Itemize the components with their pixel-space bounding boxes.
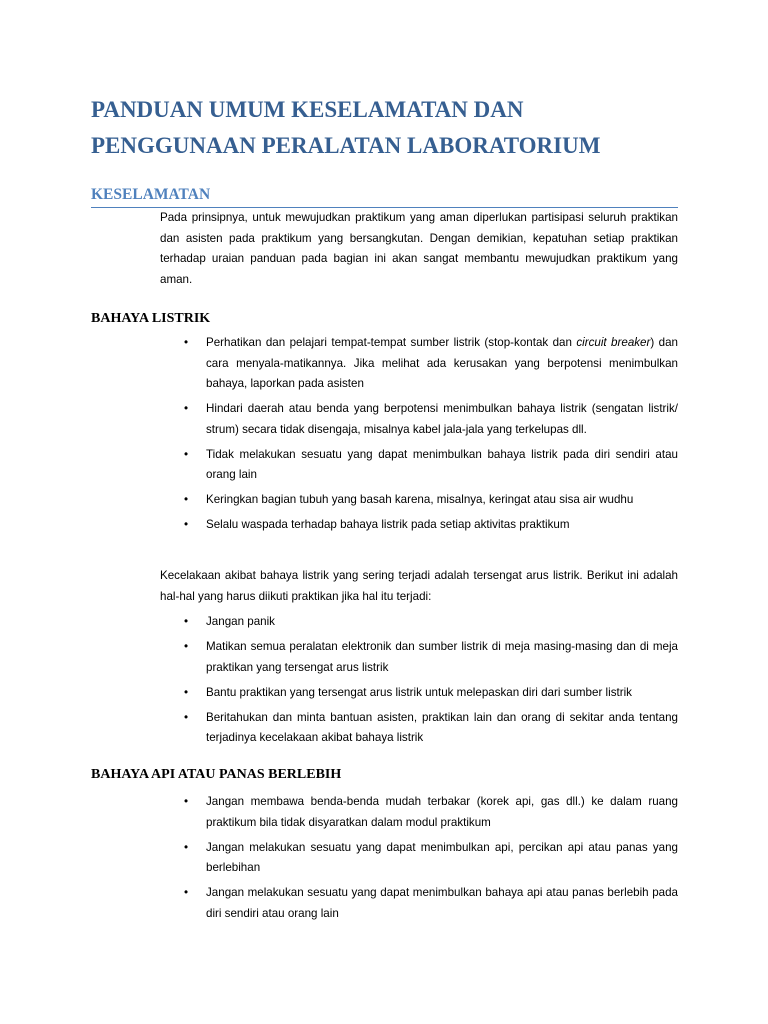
list-bahaya-listrik — [160, 333, 678, 540]
list-item — [160, 333, 678, 395]
list-item — [160, 612, 678, 633]
item-text-italic: circuit breaker — [576, 336, 651, 349]
list-accident-steps — [160, 612, 678, 753]
item-text: Keringkan bagian tubuh yang basah karena, misalnya, keringat atau sisa air wudhu — [206, 493, 634, 506]
list-item — [160, 445, 678, 486]
item-text: Jangan panik — [206, 615, 275, 628]
item-text: Selalu waspada terhadap bahaya listrik pada setiap aktivitas praktikum — [206, 518, 570, 531]
item-text: Jangan membawa benda-benda mudah terbakar (korek api, gas dll.) ke dalam ruang praktikum bila tidak disyaratkan dalam modul praktikum — [206, 795, 678, 829]
intro-paragraph: Pada prinsipnya, untuk mewujudkan praktikum yang aman diperlukan partisipasi seluruh praktikan dan asisten pada praktikum yang bersangkutan. Dengan demikian, kepatuhan setiap praktikan terhadap uraian panduan pada bagian ini akan sangat membantu mewujudkan praktikum yang aman. — [160, 211, 678, 286]
item-text: Jangan melakukan sesuatu yang dapat menimbulkan bahaya api atau panas berlebih pada diri sendiri atau orang lain — [206, 886, 678, 920]
list-item — [160, 490, 678, 511]
bullet-glyph: • — [184, 447, 189, 461]
title-line-2: PENGGUNAAN PERALATAN LABORATORIUM — [91, 133, 601, 158]
list-item — [160, 637, 678, 678]
list-bahaya-api — [160, 792, 678, 929]
bullet-glyph: • — [184, 518, 189, 531]
bullet-glyph: • — [184, 710, 189, 724]
bullet-glyph: • — [184, 840, 189, 854]
item-text: Tidak melakukan sesuatu yang dapat menimbulkan bahaya listrik pada diri sendiri atau orang lain — [206, 447, 678, 481]
list-item — [160, 399, 678, 440]
item-text: Matikan semua peralatan elektronik dan sumber listrik di meja masing-masing dan di meja praktikan yang tersengat arus listrik — [206, 640, 678, 674]
item-text-post: ) dan cara menyala-matikannya. Jika melihat ada kerusakan yang berpotensi menimbulkan bahaya, laporkan pada asisten — [206, 336, 678, 390]
bullet-glyph: • — [184, 685, 189, 699]
accident-intro-paragraph: Kecelakaan akibat bahaya listrik yang sering terjadi adalah tersengat arus listrik. Berikut ini adalah hal-hal yang harus diikuti praktikan jika hal itu terjadi: — [160, 569, 678, 603]
list-item — [160, 708, 678, 749]
list-item — [160, 792, 678, 833]
bullet-glyph: • — [184, 640, 189, 653]
bullet-glyph: • — [184, 402, 189, 415]
bullet-glyph: • — [184, 336, 189, 349]
document-title — [91, 92, 691, 164]
bullet-glyph: • — [184, 615, 189, 628]
title-line-1: PANDUAN UMUM KESELAMATAN DAN — [91, 97, 524, 122]
item-text: Hindari daerah atau benda yang berpotensi menimbulkan bahaya listrik (sengatan listrik/ strum) secara tidak disengaja, misalnya kabel jala-jala yang terkelupas dll. — [206, 402, 678, 436]
bullet-glyph: • — [184, 886, 189, 899]
item-text: Bantu praktikan yang tersengat arus listrik untuk melepaskan diri dari sumber listrik — [206, 685, 632, 699]
heading-bahaya-listrik: BAHAYA LISTRIK — [91, 311, 211, 326]
section-heading-keselamatan: KESELAMATAN — [91, 186, 211, 203]
bullet-glyph: • — [184, 795, 189, 808]
item-text-pre: Perhatikan dan pelajari tempat-tempat sumber listrik (stop-kontak dan — [206, 336, 577, 349]
bullet-glyph: • — [184, 493, 189, 506]
heading-bahaya-api: BAHAYA API ATAU PANAS BERLEBIH — [91, 767, 342, 782]
list-item — [160, 838, 678, 879]
list-item — [160, 515, 678, 536]
list-item — [160, 683, 678, 704]
list-item — [160, 883, 678, 924]
item-text: Beritahukan dan minta bantuan asisten, praktikan lain dan orang di sekitar anda tentang terjadinya kecelakaan akibat bahaya listrik — [206, 710, 678, 744]
item-text: Jangan melakukan sesuatu yang dapat menimbulkan api, percikan api atau panas yang berlebihan — [206, 840, 678, 874]
